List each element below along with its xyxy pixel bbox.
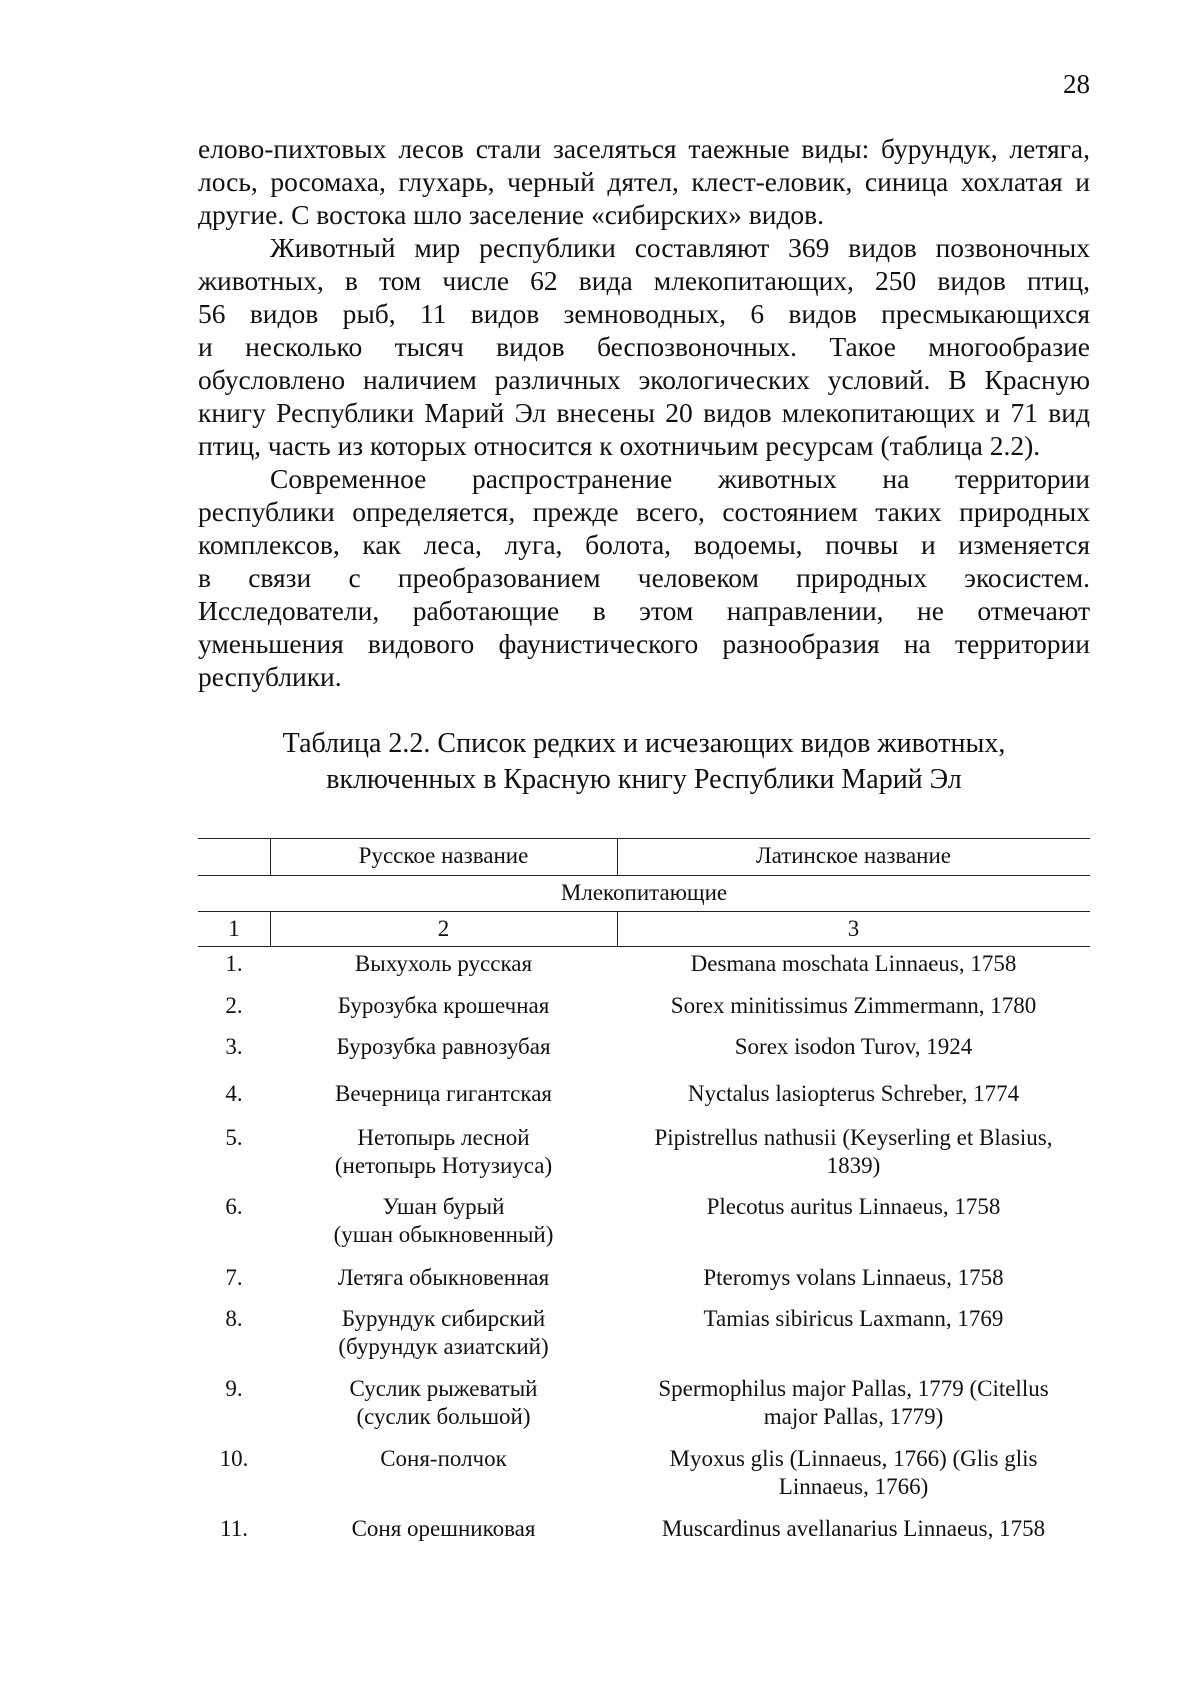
text-line: комплексов, как леса, луга, болота, водоемы, почвы и изменяется [198,529,1090,560]
caption-line: включенных в Красную книгу Республики Марий Эл [326,764,962,795]
russian-name-cell: (бурундук азиатский) [338,1334,549,1359]
row-number: 6. [225,1194,243,1219]
latin-name-cell: major Pallas, 1779) [763,1404,944,1429]
russian-name-cell: Выхухоль русская [354,951,533,976]
text-line: животных, в том числе 62 вида млекопитающих, 250 видов птиц, [198,265,1090,296]
row-number: 11. [220,1516,248,1541]
body-text [198,132,1090,693]
row-number: 3. [225,1034,243,1059]
russian-name-cell: Соня орешниковая [351,1516,536,1541]
text-line: Исследователи, работающие в этом направлении, не отмечают [198,595,1090,626]
latin-name-cell: Nyctalus lasiopterus Schreber, 1774 [687,1081,1020,1106]
russian-name-cell: (суслик большой) [356,1404,531,1429]
russian-name-cell: (ушан обыкновенный) [333,1222,554,1247]
latin-name-cell: Muscardinus avellanarius Linnaeus, 1758 [661,1516,1046,1541]
page-number: 28 [1063,69,1090,99]
russian-name-cell: Ушан бурый [382,1194,505,1219]
russian-name-cell: Бурозубка крошечная [337,993,550,1018]
russian-name-cell: Суслик рыжеватый [349,1376,538,1401]
latin-name-cell: Sorex minitissimus Zimmermann, 1780 [670,993,1037,1018]
text-line: республики определяется, прежде всего, состоянием таких природных [198,496,1090,527]
row-number: 1. [225,951,243,976]
latin-name-cell: Spermophilus major Pallas, 1779 (Citellus [658,1376,1049,1401]
text-line: в связи с преобразованием человеком природных экосистем. [198,562,1090,593]
row-number: 4. [225,1081,243,1106]
table-rule [198,946,1090,947]
column-number-cell: 3 [847,916,860,941]
latin-name-cell: Pteromys volans Linnaeus, 1758 [703,1265,1004,1290]
latin-name-cell: Sorex isodon Turov, 1924 [734,1034,973,1059]
russian-name-cell: Соня-полчок [380,1446,507,1471]
text-line: елово-пихтовых лесов стали заселяться таежные виды: бурундук, летяга, [198,133,1090,164]
russian-name-cell: Бурундук сибирский [341,1306,546,1331]
latin-name-cell: Pipistrellus nathusii (Keyserling et Blasius, [654,1125,1053,1150]
latin-name-cell: Linnaeus, 1766) [778,1474,929,1499]
text-line: другие. С востока шло заселение «сибирских» видов. [198,199,825,230]
latin-name-cell: Desmana moschata Linnaeus, 1758 [690,951,1017,976]
text-line: птиц, часть из которых относится к охотничьим ресурсам (таблица 2.2). [198,430,1041,461]
text-line: 56 видов рыб, 11 видов земноводных, 6 видов пресмыкающихся [198,298,1090,329]
russian-name-cell: Нетопырь лесной [357,1125,530,1150]
table-rule [198,838,1090,839]
row-number: 9. [225,1376,243,1401]
latin-name-cell: 1839) [826,1153,881,1178]
group-row-mammals: Млекопитающие [560,880,728,905]
latin-name-cell: Plecotus auritus Linnaeus, 1758 [706,1194,1001,1219]
column-number-cell: 1 [228,916,240,941]
row-number: 2. [225,993,243,1018]
header-cell-latin-name: Латинское название [755,843,952,868]
row-number: 10. [219,1446,249,1471]
species-table [198,838,1090,1568]
column-number-cell: 2 [437,916,450,941]
text-line: республики. [198,661,342,692]
text-line: книгу Республики Марий Эл внесены 20 видов млекопитающих и 71 вид [198,397,1090,428]
table-rule [198,875,1090,876]
russian-name-cell: Бурозубка равнозубая [336,1034,551,1059]
text-line: и несколько тысяч видов беспозвоночных. Такое многообразие [198,331,1090,362]
text-line: обусловлено наличием различных экологических условий. В Красную [198,364,1090,395]
caption-line: Таблица 2.2. Список редких и исчезающих видов животных, [282,728,1006,759]
text-line: уменьшения видового фаунистического разнообразия на территории [198,628,1090,659]
russian-name-cell: Вечерница гигантская [335,1081,552,1106]
row-number: 7. [225,1265,243,1290]
text-line: лось, росомаха, глухарь, черный дятел, клест-еловик, синица хохлатая и [198,166,1090,197]
text-line: Животный мир республики составляют 369 видов позвоночных [270,232,1090,263]
latin-name-cell: Myoxus glis (Linnaeus, 1766) (Glis glis [669,1446,1038,1471]
russian-name-cell: Летяга обыкновенная [337,1265,550,1290]
russian-name-cell: (нетопырь Нотузиуса) [334,1153,553,1178]
text-line: Современное распространение животных на территории [270,463,1090,494]
header-cell-russian-name: Русское название [358,843,529,868]
table-caption [198,726,1090,798]
latin-name-cell: Tamias sibiricus Laxmann, 1769 [703,1306,1004,1331]
table-rule [198,911,1090,912]
row-number: 5. [225,1125,243,1150]
row-number: 8. [225,1306,243,1331]
